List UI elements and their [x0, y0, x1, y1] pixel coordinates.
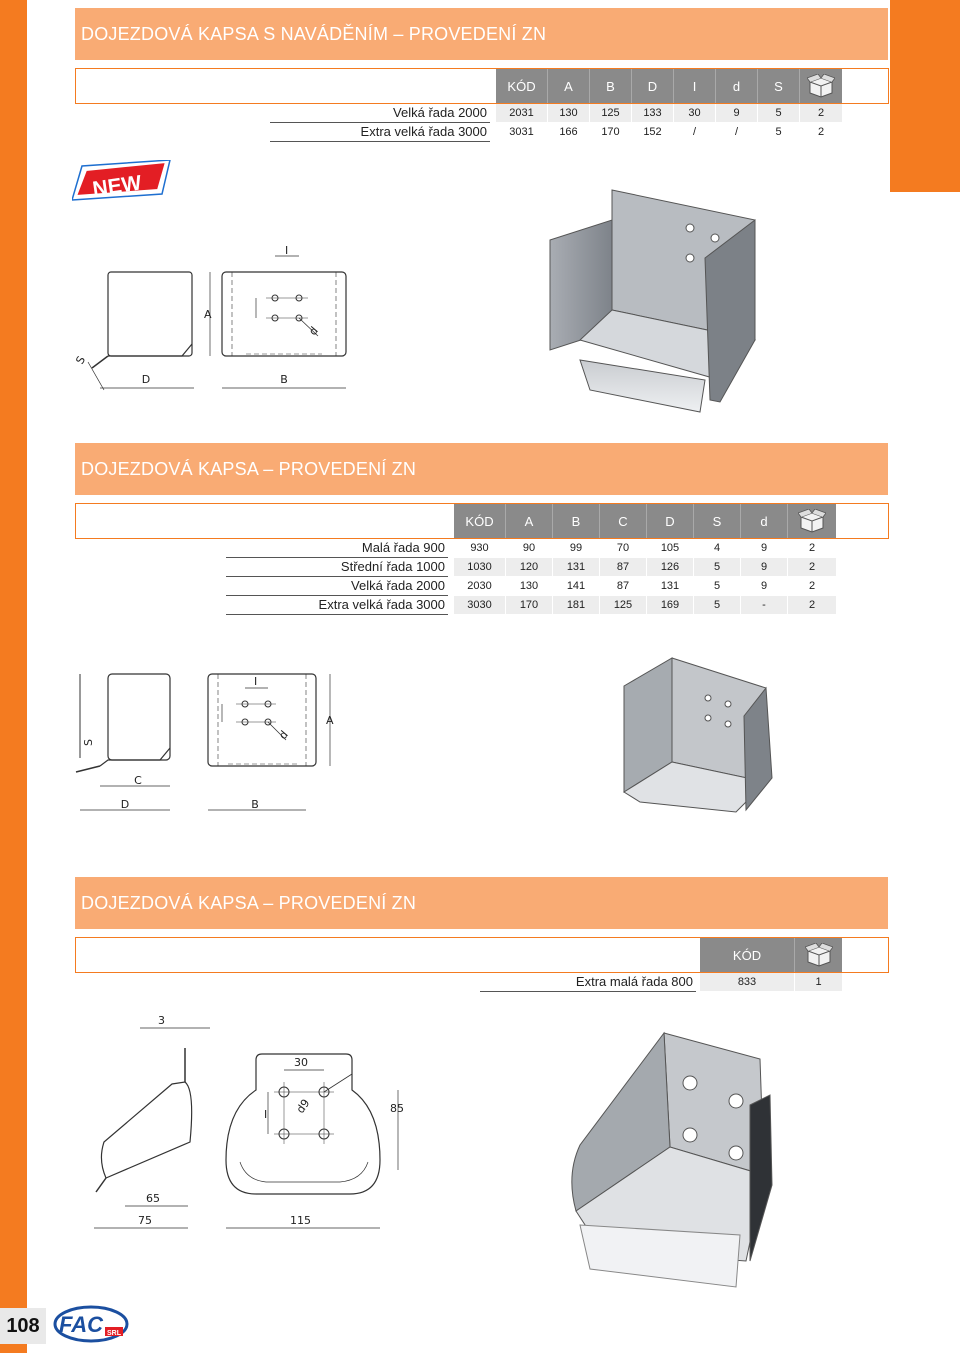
dim-label-115: 115 [290, 1214, 311, 1227]
orange-corner-tab [890, 0, 960, 192]
cell: 141 [553, 577, 600, 595]
section3-data [700, 973, 842, 992]
cell: 9 [741, 577, 788, 595]
section3-title: DOJEZDOVÁ KAPSA – PROVEDENÍ ZN [75, 877, 888, 929]
table-row [496, 123, 842, 142]
cell: 166 [548, 123, 590, 141]
section2-technical-drawing [70, 668, 360, 818]
section2-data [454, 539, 836, 615]
dim-label-s: S [82, 739, 95, 746]
cell: 5 [694, 558, 741, 576]
section3-header-row [700, 938, 842, 972]
cell: 3030 [454, 596, 506, 614]
cell: 70 [600, 539, 647, 557]
cell: 126 [647, 558, 694, 576]
cell: 9 [741, 539, 788, 557]
cell: 1030 [454, 558, 506, 576]
dim-label-30: 30 [294, 1056, 308, 1069]
cell: 2030 [454, 577, 506, 595]
header-d-small: d [741, 504, 788, 538]
cell: 2 [788, 577, 836, 595]
cell: 169 [647, 596, 694, 614]
table-row [700, 973, 842, 992]
dim-label-i: I [264, 1108, 268, 1121]
header-d: D [647, 504, 694, 538]
section3-technical-drawing [80, 1010, 410, 1232]
cell: 5 [694, 596, 741, 614]
dim-label-b: B [280, 373, 288, 386]
header-a: A [548, 69, 590, 103]
cell: 130 [506, 577, 553, 595]
dim-label-d-small: d [306, 324, 321, 338]
section1-product-image [540, 180, 770, 420]
dim-label-a: A [326, 714, 334, 727]
cell: 833 [700, 973, 795, 991]
section2-header-row [454, 504, 836, 538]
header-c: C [600, 504, 647, 538]
cell: 125 [600, 596, 647, 614]
dim-label-a: A [204, 308, 212, 321]
dim-label-75: 75 [138, 1214, 152, 1227]
cell: 131 [553, 558, 600, 576]
cell: 5 [758, 123, 800, 141]
row-label: Velká řada 2000 [226, 577, 448, 596]
dim-label-85: 85 [390, 1102, 404, 1115]
section1-row-labels [270, 104, 490, 142]
header-b: B [590, 69, 632, 103]
page-number: 108 [0, 1308, 46, 1344]
fac-logo [53, 1305, 129, 1343]
new-badge [72, 160, 172, 204]
table-row [454, 558, 836, 577]
dim-label-d-small: d [276, 728, 291, 742]
table-row [454, 539, 836, 558]
header-kod: KÓD [454, 504, 506, 538]
row-label: Malá řada 900 [226, 539, 448, 558]
cell: 3031 [496, 123, 548, 141]
cell: 181 [553, 596, 600, 614]
box-icon [800, 69, 842, 103]
cell: 130 [548, 104, 590, 122]
cell: 99 [553, 539, 600, 557]
cell: 133 [632, 104, 674, 122]
cell: 87 [600, 558, 647, 576]
cell: 5 [694, 577, 741, 595]
dim-label-c: C [134, 774, 142, 787]
table-row [454, 577, 836, 596]
table-row [454, 596, 836, 615]
cell: 2 [800, 104, 842, 122]
header-d: D [632, 69, 674, 103]
header-kod: KÓD [700, 938, 795, 972]
row-label: Střední řada 1000 [226, 558, 448, 577]
dim-label-s: S [73, 353, 89, 367]
dim-label-d9: d9 [293, 1096, 313, 1116]
cell: - [741, 596, 788, 614]
cell: 152 [632, 123, 674, 141]
dim-label-65: 65 [146, 1192, 160, 1205]
section1-data [496, 104, 842, 142]
cell: 105 [647, 539, 694, 557]
header-s: S [758, 69, 800, 103]
box-icon [788, 504, 836, 538]
dim-label-3: 3 [158, 1014, 165, 1027]
section1-technical-drawing [70, 240, 370, 410]
box-icon [795, 938, 842, 972]
row-label: Velká řada 2000 [270, 104, 490, 123]
cell: 120 [506, 558, 553, 576]
header-kod: KÓD [496, 69, 548, 103]
cell: 9 [716, 104, 758, 122]
table-row [496, 104, 842, 123]
cell: 4 [694, 539, 741, 557]
cell: 2 [788, 539, 836, 557]
dim-label-d-upper: D [120, 798, 130, 811]
new-badge-text: NEW [91, 171, 143, 202]
cell: 30 [674, 104, 716, 122]
cell: 87 [600, 577, 647, 595]
row-label: Extra velká řada 3000 [270, 123, 490, 142]
section2-product-image [616, 652, 780, 820]
header-s: S [694, 504, 741, 538]
cell: 930 [454, 539, 506, 557]
cell: 2 [788, 558, 836, 576]
cell: 5 [758, 104, 800, 122]
section2-title: DOJEZDOVÁ KAPSA – PROVEDENÍ ZN [75, 443, 888, 495]
svg-text:FAC: FAC [59, 1312, 103, 1337]
cell: 2031 [496, 104, 548, 122]
orange-side-bar [0, 0, 27, 1353]
cell: 2 [800, 123, 842, 141]
dim-label-i: I [285, 244, 289, 257]
cell: / [674, 123, 716, 141]
section3-product-image [560, 1025, 780, 1295]
cell: 2 [788, 596, 836, 614]
header-b: B [553, 504, 600, 538]
dim-label-i: I [254, 675, 258, 688]
dim-label-b: B [251, 798, 259, 811]
dim-label-d-upper: D [141, 373, 151, 386]
row-label: Extra velká řada 3000 [226, 596, 448, 615]
cell: 9 [741, 558, 788, 576]
section1-title: DOJEZDOVÁ KAPSA S NAVÁDĚNÍM – PROVEDENÍ ZN [75, 8, 888, 60]
cell: 131 [647, 577, 694, 595]
cell: 170 [590, 123, 632, 141]
header-a: A [506, 504, 553, 538]
row-label: Extra malá řada 800 [480, 973, 696, 992]
cell: 90 [506, 539, 553, 557]
section3-row-labels [480, 973, 696, 992]
cell: 170 [506, 596, 553, 614]
header-d-small: d [716, 69, 758, 103]
cell: 125 [590, 104, 632, 122]
svg-text:SRL: SRL [107, 1330, 121, 1337]
section2-row-labels [226, 539, 448, 615]
cell: / [716, 123, 758, 141]
cell: 1 [795, 973, 842, 991]
header-i: I [674, 69, 716, 103]
section1-header-row [496, 69, 842, 103]
